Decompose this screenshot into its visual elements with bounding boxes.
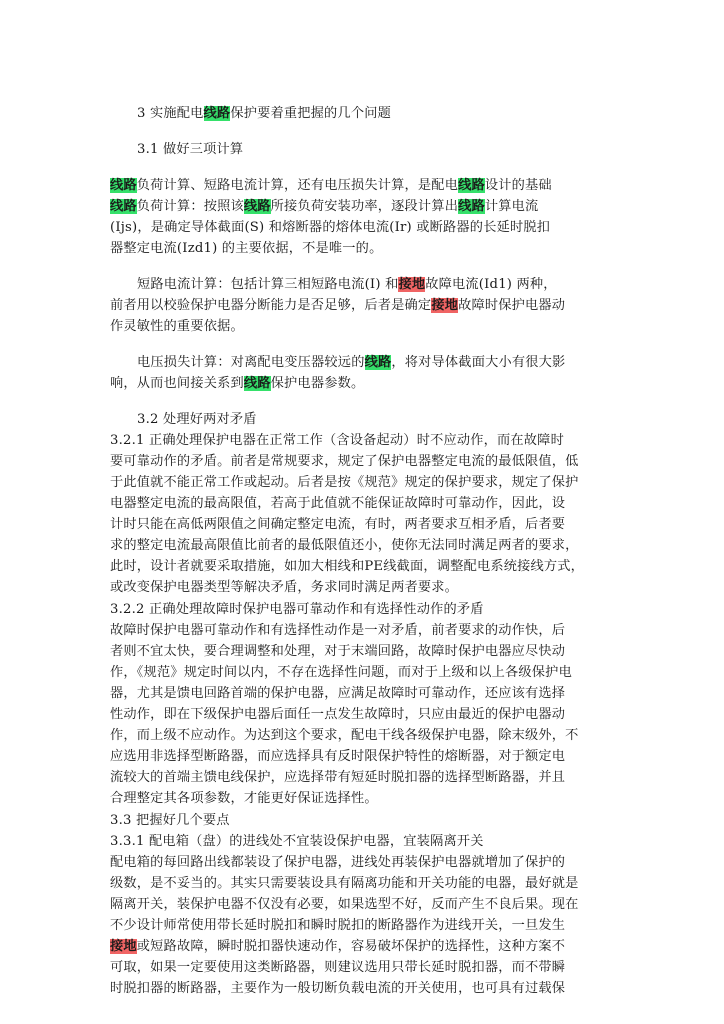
text-run: 隔离开关，装保护电器不仅没有必要，如果选型不好，反而产生不良后果。现在 xyxy=(110,897,579,912)
text-run: 应选用非选择型断路器，而应选择具有反时限保护特性的熔断器，对于额定电 xyxy=(110,749,566,764)
paragraph-line xyxy=(110,239,382,259)
text-run: ，将对导体截面大小有很大影 xyxy=(391,355,566,370)
text-run: 或改变保护电器类型等解决矛盾，务求同时满足两者要求。 xyxy=(110,580,459,595)
paragraph-line xyxy=(137,275,557,295)
text-run: 3.2.2 正确处理故障时保护电器可靠动作和有选择性动作的矛盾 xyxy=(110,602,484,617)
keyword-highlight-line: 线路 xyxy=(458,178,485,193)
paragraph-line xyxy=(110,895,579,915)
text-run: 短路电流计算：包括计算三相短路电流(I) 和 xyxy=(137,277,399,292)
text-run: 计算电流 xyxy=(484,199,539,214)
paragraph-line xyxy=(110,663,572,683)
text-run: 设计的基础 xyxy=(484,178,552,193)
section-heading xyxy=(110,811,230,831)
paragraph-line xyxy=(110,600,484,620)
text-run: 故障时保护电器动 xyxy=(458,298,566,313)
text-run: 级数，是不妥当的。其实只需要装设具有隔离功能和开关功能的电器，最好就是 xyxy=(110,876,579,891)
paragraph-line xyxy=(110,768,565,788)
paragraph-line xyxy=(110,557,584,577)
text-run: 故障时保护电器可靠动作和有选择性动作是一对矛盾，前者要求的动作快，后 xyxy=(110,623,566,638)
text-run: 保护要着重把握的几个问题 xyxy=(230,106,391,121)
keyword-highlight-line: 线路 xyxy=(110,178,137,193)
keyword-highlight-line: 线路 xyxy=(110,199,137,214)
text-run: 计时只能在高低两限值之间确定整定电流，有时，两者要求互相矛盾，后者要 xyxy=(110,517,566,532)
text-run: 合理整定其各项参数，才能更好保证选择性。 xyxy=(110,791,378,806)
text-run: 作，《规范》规定时间以内，不存在选择性问题，而对于上级和以上各级保护电 xyxy=(110,665,572,680)
paragraph-line xyxy=(110,621,565,641)
paragraph-line xyxy=(110,176,552,196)
keyword-highlight-line: 线路 xyxy=(364,355,392,370)
text-run: 前者用以校验保护电器分断能力是否足够，后者是确定 xyxy=(110,298,432,313)
text-run: 所接负荷安装功率，逐段计算出 xyxy=(270,199,459,214)
paragraph-line xyxy=(110,197,538,217)
keyword-highlight-ground: 接地 xyxy=(110,939,137,954)
text-run: 3.2.1 正确处理保护电器在正常工作（含设备起动）时不应动作，而在故障时 xyxy=(110,433,564,448)
paragraph-line xyxy=(110,452,579,472)
text-run: 此时，设计者就要采取措施，如加大相线和PE线截面，调整配电系统接线方式， xyxy=(110,559,585,574)
text-run: 于此值就不能正常工作或起动。后者是按《规范》规定的保护要求，规定了保护 xyxy=(110,475,579,490)
paragraph-line xyxy=(137,353,565,373)
paragraph-line xyxy=(110,374,364,394)
section-heading xyxy=(137,104,391,124)
text-run: 作，而上级不应动作。为达到这个要求，配电干线各级保护电器，除末级外，不 xyxy=(110,728,579,743)
paragraph-line xyxy=(110,494,565,514)
paragraph-line xyxy=(110,684,565,704)
paragraph-line xyxy=(110,979,565,999)
paragraph-line xyxy=(110,218,550,238)
text-run: 负荷计算、短路电流计算，还有电压损失计算，是配电 xyxy=(136,178,459,193)
paragraph-line xyxy=(110,431,564,451)
text-run: 要可靠动作的矛盾。前者是常规要求，规定了保护电器整定电流的最低限值，低 xyxy=(110,454,579,469)
keyword-highlight-line: 线路 xyxy=(458,199,485,214)
paragraph-line xyxy=(110,853,565,873)
text-run: 3 实施配电 xyxy=(137,106,204,121)
section-heading xyxy=(137,410,257,430)
text-run: 3.1 做好三项计算 xyxy=(137,142,244,157)
paragraph-line xyxy=(110,916,565,936)
paragraph-line xyxy=(110,296,565,316)
paragraph-line xyxy=(110,578,458,598)
text-run: 者则不宜太快，要合理调整和处理，对于末端回路，故障时保护电器应尽快动 xyxy=(110,644,566,659)
paragraph-line xyxy=(110,317,244,337)
text-run: 配电箱的每回路出线都装设了保护电器，进线处再装保护电器就增加了保护的 xyxy=(110,855,566,870)
section-heading xyxy=(137,140,243,160)
keyword-highlight-ground: 接地 xyxy=(398,277,426,292)
text-run: 作灵敏性的重要依据。 xyxy=(110,319,244,334)
keyword-highlight-line: 线路 xyxy=(243,199,271,214)
text-run: 或短路故障，瞬时脱扣器快速动作，容易破坏保护的选择性，这种方案不 xyxy=(136,939,566,954)
text-run: 响，从而也间接关系到 xyxy=(110,376,244,391)
text-run: 器整定电流(Izd1) 的主要依据，不是唯一的。 xyxy=(110,241,383,256)
keyword-highlight-ground: 接地 xyxy=(431,298,459,313)
paragraph-line xyxy=(110,642,565,662)
paragraph-line xyxy=(110,705,565,725)
text-run: 器，尤其是馈电回路首端的保护电器，应满足故障时可靠动作，还应该有选择 xyxy=(110,686,566,701)
keyword-highlight-line: 线路 xyxy=(243,376,271,391)
text-run: 3.2 处理好两对矛盾 xyxy=(137,412,257,427)
text-run: 保护电器参数。 xyxy=(270,376,365,391)
text-run: 性动作，即在下级保护电器后面任一点发生故障时，只应由最近的保护电器动 xyxy=(110,707,566,722)
text-run: 可取，如果一定要使用这类断路器，则建议选用只带长延时脱扣器，而不带瞬 xyxy=(110,960,566,975)
text-run: 3.3.1 配电箱（盘）的进线处不宜装设保护电器，宜装隔离开关 xyxy=(110,834,484,849)
text-run: 电器整定电流的最高限值，若高于此值就不能保证故障时可靠动作，因此，设 xyxy=(110,496,566,511)
text-run: 3.3 把握好几个要点 xyxy=(110,813,230,828)
paragraph-line xyxy=(110,874,579,894)
paragraph-line xyxy=(110,937,565,957)
paragraph-line xyxy=(110,515,565,535)
text-run: 电压损失计算：对离配电变压器较远的 xyxy=(137,355,365,370)
paragraph-line xyxy=(110,536,579,556)
text-run: 求的整定电流最高限值比前者的最低限值还小，使你无法同时满足两者的要求， xyxy=(110,538,579,553)
text-run: (Ijs)，是确定导体截面(S) 和熔断器的熔体电流(Ir) 或断路器的长延时脱扣 xyxy=(110,220,551,235)
paragraph-line xyxy=(110,473,579,493)
paragraph-line xyxy=(110,832,484,852)
paragraph-line xyxy=(110,747,565,767)
keyword-highlight-line: 线路 xyxy=(203,106,231,121)
paragraph-line xyxy=(110,726,579,746)
text-run: 负荷计算：按照该 xyxy=(136,199,244,214)
text-run: 故障电流(Id1) 两种， xyxy=(425,277,557,292)
paragraph-line xyxy=(110,958,565,978)
text-run: 时脱扣器的断路器，主要作为一般切断负载电流的开关使用，也可具有过载保 xyxy=(110,981,566,996)
text-run: 不少设计师常使用带长延时脱扣和瞬时脱扣的断路器作为进线开关，一旦发生 xyxy=(110,918,566,933)
text-run: 流较大的首端主馈电线保护，应选择带有短延时脱扣器的选择型断路器，并且 xyxy=(110,770,566,785)
paragraph-line xyxy=(110,789,378,809)
